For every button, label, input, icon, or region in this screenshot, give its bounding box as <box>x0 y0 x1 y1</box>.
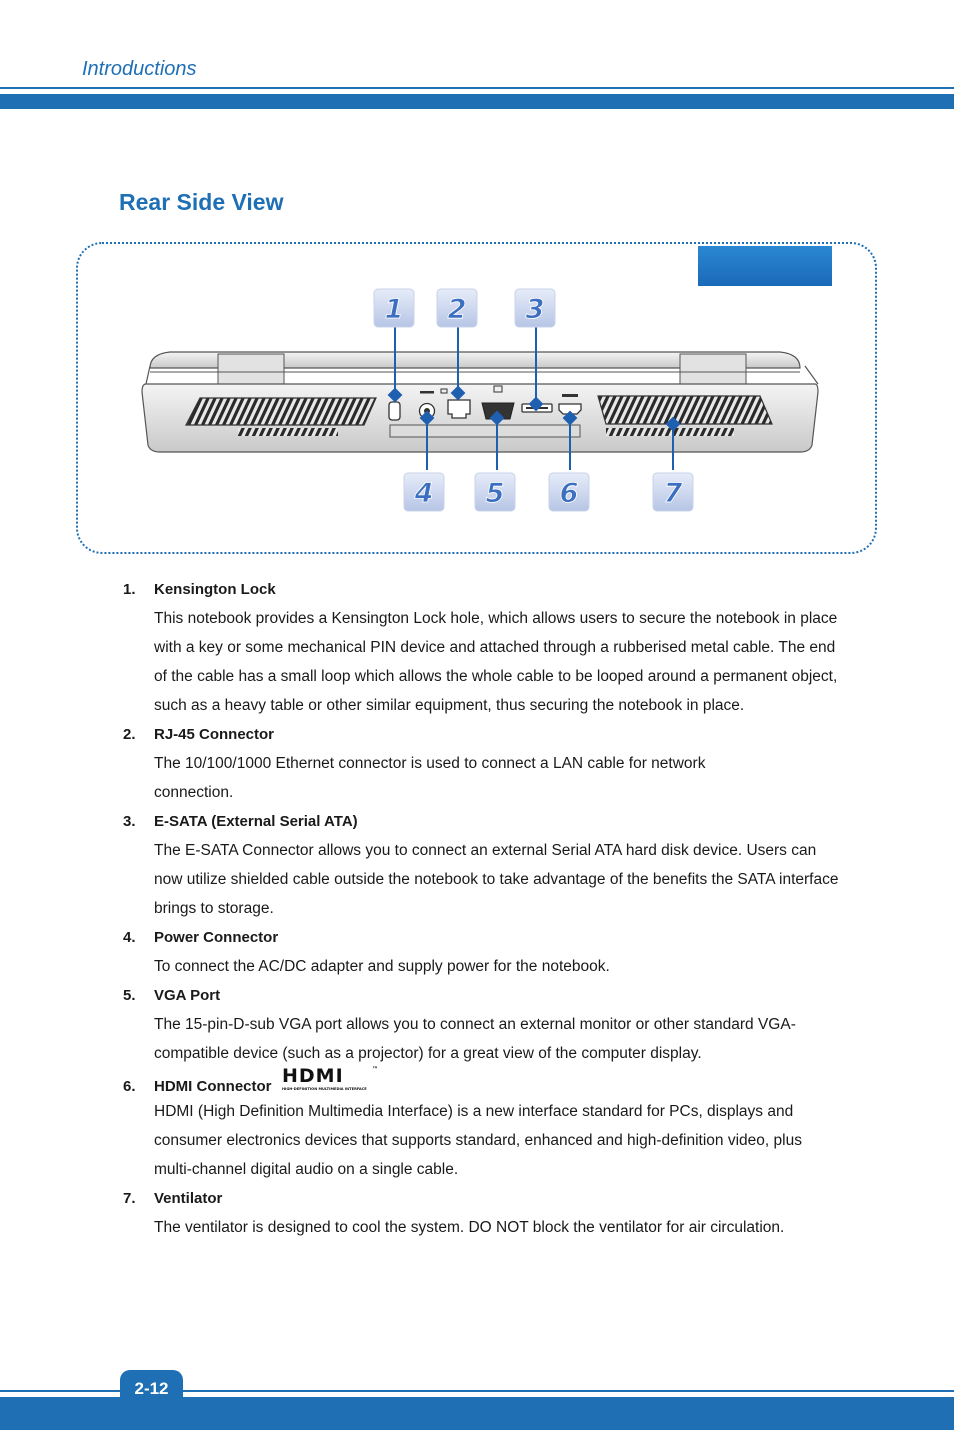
list-item <box>123 720 843 807</box>
hdmi-logo <box>280 1065 380 1103</box>
hdmi-logo-word: HDMI <box>281 1065 344 1087</box>
page-title: Rear Side View <box>119 189 284 215</box>
kensington-lock-port <box>389 402 400 420</box>
header-section-title: Introductions <box>82 58 197 80</box>
list-item <box>123 575 843 720</box>
list-item <box>123 981 843 1068</box>
item-number: 3. <box>123 813 136 830</box>
callout-label-1: 1 <box>384 294 404 325</box>
item-title: Power Connector <box>154 929 279 946</box>
rear-view-illustration <box>0 0 954 600</box>
callout-label-7: 7 <box>663 478 683 509</box>
hdmi-logo-tm: ™ <box>371 1066 378 1073</box>
item-title: RJ-45 Connector <box>154 726 275 743</box>
item-description: HDMI (High Definition Multimedia Interface) is a new interface standard for PCs, displays and consumer electronics devices that supports standard, enhanced and high-definition video, plus multi-channel digital audio on a single cable. <box>154 1103 802 1178</box>
right-vent <box>598 396 772 424</box>
item-description: The 10/100/1000 Ethernet connector is used to connect a LAN cable for network connection. <box>154 755 706 801</box>
callout-label-5: 5 <box>485 478 505 509</box>
item-title: Kensington Lock <box>154 581 276 598</box>
item-description: This notebook provides a Kensington Lock hole, which allows users to secure the notebook in place with a key or some mechanical PIN device and attached through a rubberised metal cable. The end of the cable has a small loop which allows the whole cable to be looped around a permanent object, such as a heavy table or other similar equipment, thus securing the notebook in place. <box>154 610 838 714</box>
callout-label-6: 6 <box>559 478 579 509</box>
left-lower-vent <box>238 428 338 436</box>
item-description: The 15-pin-D-sub VGA port allows you to connect an external monitor or other standard VGA-compatible device (such as a projector) for a great view of the computer display. <box>154 1016 796 1062</box>
callout-label-3: 3 <box>525 294 545 325</box>
item-title: Ventilator <box>154 1190 223 1207</box>
list-item <box>123 923 843 981</box>
list-item <box>123 1184 843 1242</box>
item-title: VGA Port <box>154 987 221 1004</box>
item-description: To connect the AC/DC adapter and supply power for the notebook. <box>154 958 610 975</box>
callout-label-4: 4 <box>414 478 434 509</box>
item-number: 5. <box>123 987 136 1004</box>
callout-label-2: 2 <box>447 294 467 325</box>
item-number: 2. <box>123 726 136 743</box>
list-item <box>123 1065 843 1184</box>
item-number: 1. <box>123 581 136 598</box>
page-number: 2-12 <box>120 1370 183 1406</box>
feature-list <box>123 575 843 1242</box>
item-description: The ventilator is designed to cool the system. DO NOT block the ventilator for air circulation. <box>154 1219 785 1236</box>
laptop-lid <box>150 352 800 384</box>
item-description: The E-SATA Connector allows you to connect an external Serial ATA hard disk device. Users can now utilize shielded cable outside the notebook to take advantage of the benefits the SATA interface brings to storage. <box>154 842 839 917</box>
right-lower-vent <box>606 428 734 436</box>
item-title: E-SATA (External Serial ATA) <box>154 813 358 830</box>
hdmi-logo-tagline: HIGH-DEFINITION MULTIMEDIA INTERFACE <box>281 1087 367 1091</box>
item-title: HDMI Connector <box>154 1077 272 1095</box>
item-number: 7. <box>123 1190 136 1207</box>
left-vent <box>186 398 376 425</box>
list-item <box>123 807 843 923</box>
item-number: 6. <box>123 1077 136 1095</box>
item-number: 4. <box>123 929 136 946</box>
